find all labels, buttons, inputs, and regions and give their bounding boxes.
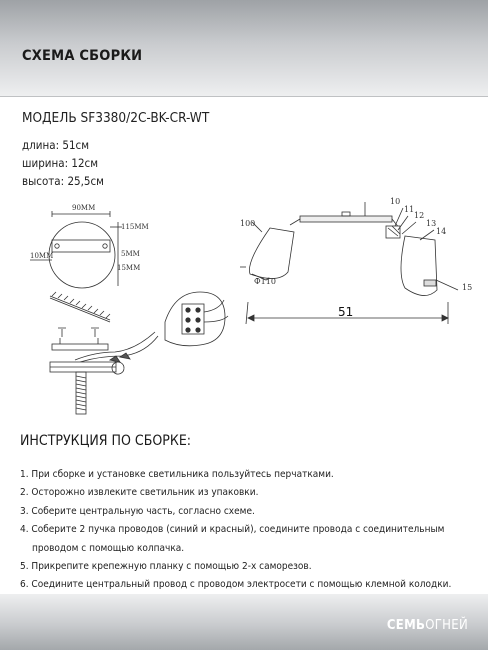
spec-length bbox=[22, 138, 89, 152]
plate-dim-small-1: 5MM bbox=[121, 250, 140, 258]
brand-logo bbox=[387, 618, 468, 633]
plate-dim-top: 90MM bbox=[72, 204, 96, 212]
spec-width-value: 12см bbox=[71, 156, 99, 170]
mounting-plate-view bbox=[30, 204, 149, 288]
callout-12: 12 bbox=[414, 211, 425, 220]
callout-100: 100 bbox=[240, 219, 256, 228]
list-item: 6. Соедините центральный провод с проводом электросети с помощью клемной колодки. bbox=[20, 579, 452, 591]
list-item: 2. Осторожно извлеките светильник из упаковки. bbox=[20, 487, 259, 499]
brand-bold: СЕМЬ bbox=[386, 618, 426, 633]
plate-dim-left: 10MM bbox=[30, 252, 54, 260]
list-item: 4. Соберите 2 пучка проводов (синий и красный), соедините провода с соединительным bbox=[20, 524, 445, 536]
lamp-length: 51 bbox=[338, 305, 354, 319]
page-title: СХЕМА СБОРКИ bbox=[22, 48, 143, 64]
brand-light: ОГНЕЙ bbox=[425, 618, 468, 633]
plate-dim-right: 115MM bbox=[121, 223, 149, 231]
callout-14: 14 bbox=[436, 227, 447, 236]
exploded-assembly bbox=[50, 292, 228, 414]
spec-height-label: высота: bbox=[22, 174, 65, 188]
list-item: 1. При сборке и установке светильника пользуйтесь перчатками. bbox=[20, 469, 334, 480]
spec-length-label: длина: bbox=[22, 138, 60, 152]
callout-10: 10 bbox=[390, 197, 401, 206]
assembly-diagram bbox=[0, 192, 488, 422]
callout-11: 11 bbox=[404, 205, 415, 214]
list-item: проводом с помощью колпачка. bbox=[32, 542, 185, 554]
list-item: 3. Соберите центральную часть, согласно схеме. bbox=[20, 505, 255, 517]
spec-width-label: ширина: bbox=[22, 156, 69, 170]
model-label: МОДЕЛЬ SF3380/2C-BK-CR-WT bbox=[22, 110, 210, 126]
spec-height-value: 25,5см bbox=[67, 174, 104, 188]
instructions-list bbox=[20, 466, 486, 595]
header-banner bbox=[0, 0, 488, 96]
shade-diameter: Ф110 bbox=[254, 277, 276, 286]
callout-15: 15 bbox=[462, 283, 473, 292]
instructions-title: ИНСТРУКЦИЯ ПО СБОРКЕ: bbox=[20, 433, 192, 449]
spec-width bbox=[22, 156, 98, 170]
header-divider bbox=[0, 96, 488, 97]
spec-height bbox=[22, 174, 104, 188]
list-item: 5. Прикрепите крепежную планку с помощью 2-х саморезов. bbox=[20, 561, 312, 573]
plate-dim-small-2: 15MM bbox=[117, 264, 141, 272]
spec-length-value: 51см bbox=[62, 138, 90, 152]
callout-13: 13 bbox=[426, 219, 437, 228]
